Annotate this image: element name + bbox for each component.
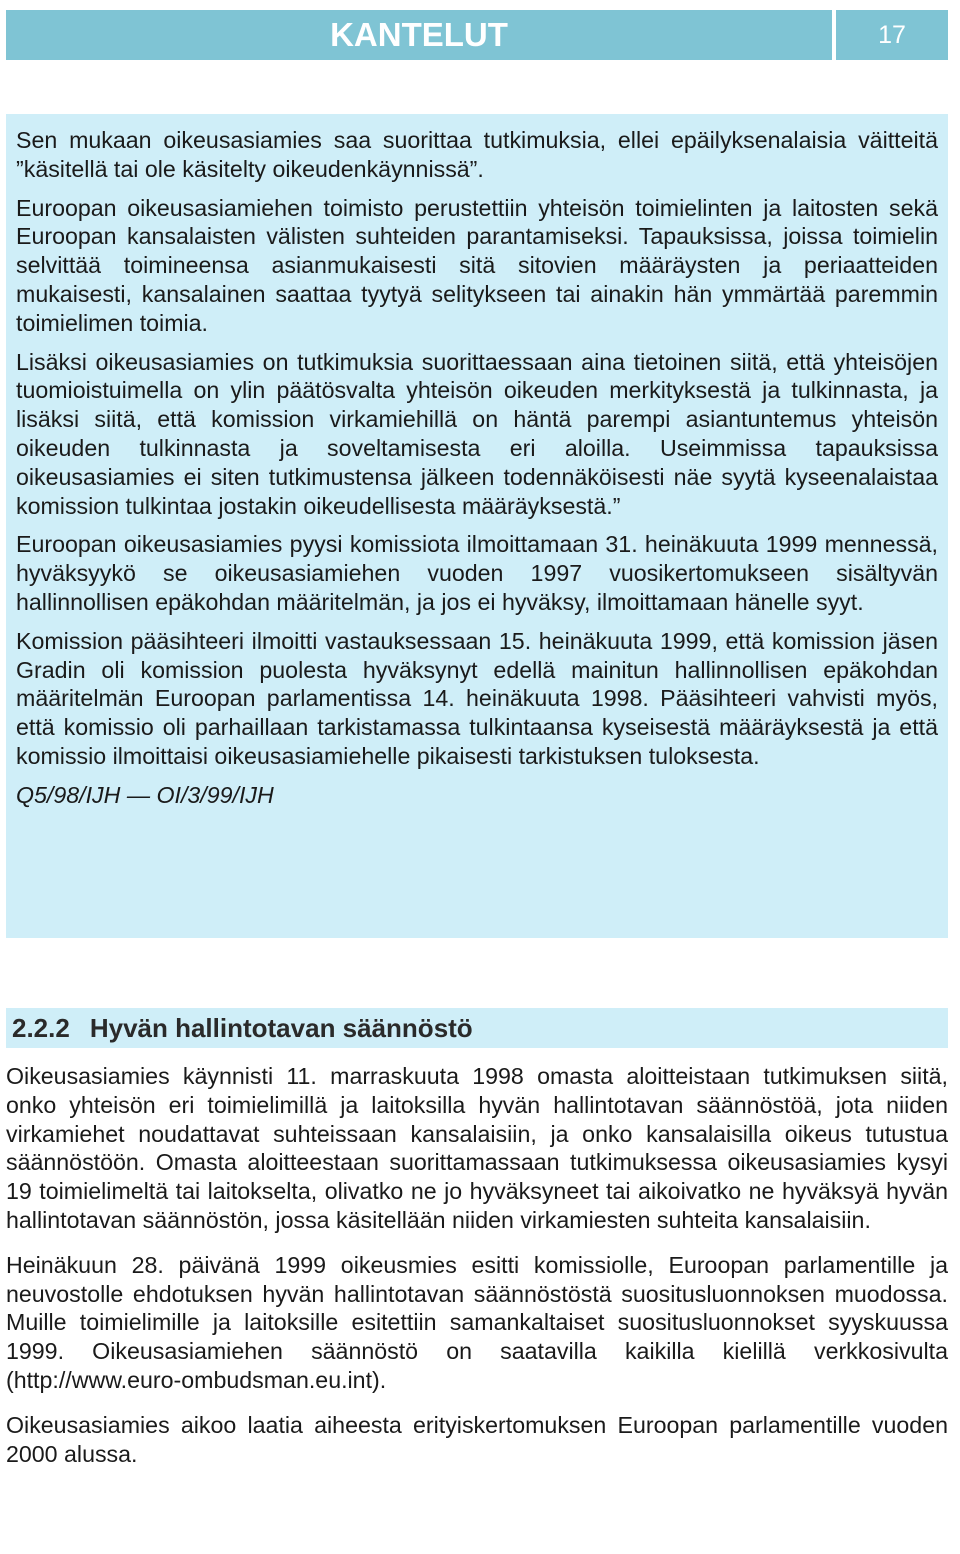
section-title: Hyvän hallintotavan säännöstö bbox=[89, 1013, 473, 1043]
main-paragraph-1: Oikeusasiamies käynnisti 11. marraskuuta 1998 omasta aloitteistaan tutkimuksen siitä, onko yhteisön eri toimielimillä ja laitoksilla hyvän hallintotavan säännöstöä, jota niiden virkamiehet noudattavat suhteissaan kansalaisiin, ja onko kansalaisilla oikeus tutustua säännöstöön. Omasta aloitteestaan suorittamassaan tutkimuksessa oikeusasiamies kysyi 19 toimielimeltä tai laitokselta, olivatko ne jo hyväksyneet tai aikoivatko ne hyväksyä hyvän hallintotavan säännöstön, jossa käsitellään niiden virkamiesten suhteita kansalaisiin. bbox=[6, 1063, 948, 1233]
section-number: 2.2.2 bbox=[12, 1013, 70, 1043]
box-paragraph-5: Komission pääsihteeri ilmoitti vastauksessaan 15. heinäkuuta 1999, että komission jäsen Gradin oli komission puolesta hyväksynyt edellä mainitun hallinnollisen epäkohdan määritelmän Euroopan parlamentissa 14. heinäkuuta 1998. Pääsihteeri vahvisti myös, että komissio oli parhaillaan tarkistamassa tulkintaansa kyseisestä määräyksestä ja että komissio ilmoittaisi oikeusasiamiehelle pikaisesti tarkistuksen tuloksesta. bbox=[16, 627, 938, 769]
case-reference: Q5/98/IJH — OI/3/99/IJH bbox=[16, 781, 274, 808]
chapter-title: KANTELUT bbox=[6, 10, 832, 60]
box-paragraph-1: Sen mukaan oikeusasiamies saa suorittaa tutkimuksia, ellei epäilyksenalaisia väitteitä ”käsitellä tai ole käsitelty oikeudenkäynnissä”. bbox=[16, 127, 938, 182]
main-paragraph-3: Oikeusasiamies aikoo laatia aiheesta erityiskertomuksen Euroopan parlamentille vuoden 2000 alussa. bbox=[6, 1411, 948, 1467]
section-heading bbox=[6, 1008, 948, 1048]
case-excerpt-box bbox=[6, 114, 948, 938]
box-paragraph-3: Lisäksi oikeusasiamies on tutkimuksia suorittaessaan aina tietoinen siitä, että yhteisöjen tuomioistuimella on ylin päätösvalta yhteisön oikeuden merkityksestä ja tulkinnasta, ja lisäksi siitä, että komission virkamiehillä on häntä parempi asiantuntemus yhteisön oikeuden tulkinnasta ja soveltamisesta eri aloilla. Useimmissa tapauksissa oikeusasiamies ei siten tutkimustensa jälkeen todennäköisesti näe syytä kyseenalaistaa komission tulkintaa jostakin oikeudellisesta määräyksestä.” bbox=[16, 348, 938, 519]
page-number: 17 bbox=[836, 10, 948, 60]
main-text bbox=[6, 1062, 948, 1484]
page-header bbox=[6, 10, 948, 60]
box-paragraph-2: Euroopan oikeusasiamiehen toimisto perustettiin yhteisön toimielinten ja laitosten sekä Euroopan kansalaisten välisten suhteiden parantamiseksi. Tapauksissa, joissa toimielin selvittää toimineensa asianmukaisesti sitä sitovien määräysten ja periaatteiden mukaisesti, kansalainen saattaa tyytyä selitykseen tai ainakin hän ymmärtää paremmin toimielimen toimia. bbox=[16, 194, 938, 336]
box-paragraph-4: Euroopan oikeusasiamies pyysi komissiota ilmoittamaan 31. heinäkuuta 1999 mennessä, hyväksyykö se oikeusasiamiehen vuoden 1997 vuosikertomukseen sisältyvän hallinnollisen epäkohdan määritelmän, ja jos ei hyväksy, ilmoittamaan hänelle syyt. bbox=[16, 531, 938, 615]
main-paragraph-2: Heinäkuun 28. päivänä 1999 oikeusmies esitti komissiolle, Euroopan parlamentille ja neuvostolle ehdotuksen hyvän hallintotavan säännöstöstä suositusluonnoksen muodossa. Muille toimielimille ja laitoksille esitettiin samankaltaiset suositusluonnokset syyskuussa 1999. Oikeusasiamiehen säännöstö on saatavilla kaikilla kielillä verkkosivulta (http://www.euro-ombudsman.eu.int). bbox=[6, 1251, 948, 1393]
